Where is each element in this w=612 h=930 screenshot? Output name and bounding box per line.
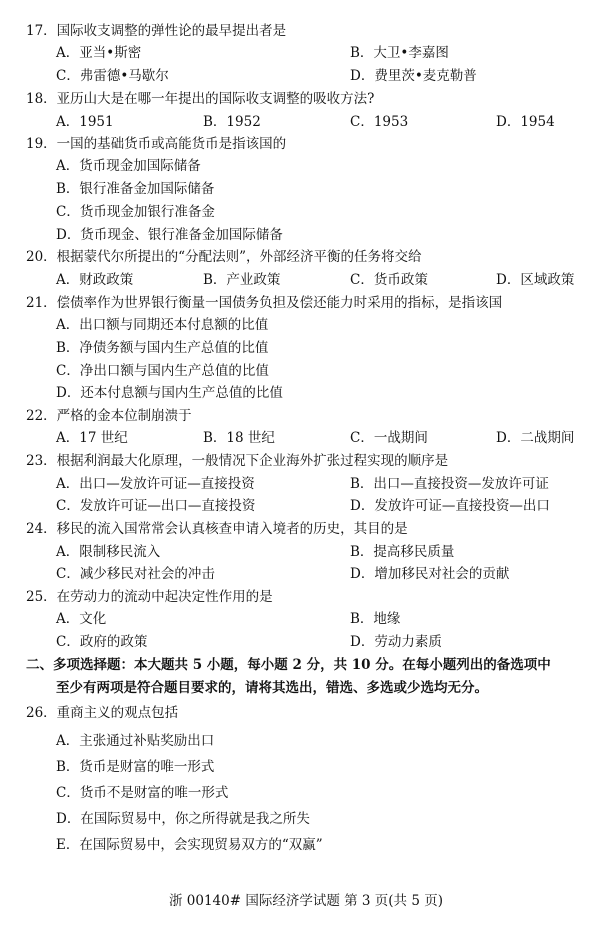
options-row: [0, 314, 612, 336]
option-d: D．区域政策: [496, 272, 575, 288]
section-heading: [0, 654, 612, 676]
option-d: D．还本付息额与国内生产总值的比值: [56, 385, 283, 401]
options-row: [0, 563, 612, 585]
question-21: [0, 292, 612, 314]
options-row: [0, 178, 612, 200]
options-row: [0, 201, 612, 223]
section-heading-line-2: 至少有两项是符合题目要求的，请将其选出，错选、多选或少选均无分。: [56, 680, 488, 696]
option-b: B．货币是财富的唯一形式: [56, 759, 215, 775]
question-stem: 24．移民的流入国常常会认真核查申请入境者的历史，其目的是: [26, 521, 408, 537]
option-d: D．发放许可证—直接投资—出口: [350, 498, 550, 514]
options-row: [0, 65, 612, 87]
question-23: [0, 450, 612, 472]
option-d: D．二战期间: [496, 430, 575, 446]
options-row: [0, 269, 612, 291]
options-row: [0, 495, 612, 517]
options-row: [0, 427, 612, 449]
option-a: A．财政政策: [56, 272, 134, 288]
question-17: [0, 20, 612, 42]
option-b: B．产业政策: [203, 272, 281, 288]
option-c: C．1953: [350, 114, 409, 130]
option-c: C．货币不是财富的唯一形式: [56, 785, 229, 801]
options-row: [0, 730, 612, 752]
option-a: A．文化: [56, 611, 107, 627]
option-a: A．货币现金加国际储备: [56, 158, 201, 174]
options-row: [0, 111, 612, 133]
option-c: C．政府的政策: [56, 634, 148, 650]
section-heading: [0, 677, 612, 699]
question-stem: 22．严格的金本位制崩溃于: [26, 408, 192, 424]
option-d: D．货币现金、银行准备金加国际储备: [56, 227, 283, 243]
options-row: [0, 782, 612, 804]
options-row: [0, 631, 612, 653]
options-row: [0, 155, 612, 177]
question-stem: 26．重商主义的观点包括: [26, 705, 179, 721]
options-row: [0, 473, 612, 495]
option-c: C．货币政策: [350, 272, 428, 288]
option-b: B．大卫•李嘉图: [350, 45, 449, 61]
option-b: B．提高移民质量: [350, 544, 455, 560]
option-b: B．净债务额与国内生产总值的比值: [56, 340, 269, 356]
options-row: [0, 756, 612, 778]
option-d: D．费里茨•麦克勒普: [350, 68, 477, 84]
option-b: B．地缘: [350, 611, 401, 627]
option-d: D．增加移民对社会的贡献: [350, 566, 510, 582]
question-stem: 20．根据蒙代尔所提出的“分配法则”，外部经济平衡的任务将交给: [26, 249, 422, 265]
options-row: [0, 360, 612, 382]
question-stem: 18．亚历山大是在哪一年提出的国际收支调整的吸收方法?: [26, 91, 375, 107]
question-18: [0, 88, 612, 110]
options-row: [0, 608, 612, 630]
option-c: C．货币现金加银行准备金: [56, 204, 215, 220]
options-row: [0, 224, 612, 246]
options-row: [0, 382, 612, 404]
option-a: A．主张通过补贴奖励出口: [56, 733, 215, 749]
options-row: [0, 808, 612, 830]
question-20: [0, 246, 612, 268]
option-a: A．1951: [56, 114, 114, 130]
option-a: A．亚当•斯密: [56, 45, 142, 61]
question-stem: 25．在劳动力的流动中起决定性作用的是: [26, 589, 273, 605]
option-c: C．一战期间: [350, 430, 428, 446]
question-stem: 21．偿债率作为世界银行衡量一国债务负担及偿还能力时采用的指标，是指该国: [26, 295, 503, 311]
option-c: C．减少移民对社会的冲击: [56, 566, 215, 582]
option-c: C．弗雷德•马歇尔: [56, 68, 169, 84]
option-a: A．出口额与同期还本付息额的比值: [56, 317, 269, 333]
question-19: [0, 133, 612, 155]
question-26: [0, 702, 612, 724]
question-stem: 23．根据利润最大化原理，一般情况下企业海外扩张过程实现的顺序是: [26, 453, 449, 469]
question-stem: 17．国际收支调整的弹性论的最早提出者是: [26, 23, 287, 39]
option-b: B．银行准备金加国际储备: [56, 181, 215, 197]
options-row: [0, 541, 612, 563]
question-stem: 19．一国的基础货币或高能货币是指该国的: [26, 136, 287, 152]
question-24: [0, 518, 612, 540]
option-b: B．出口—直接投资—发放许可证: [350, 476, 549, 492]
option-d: D．1954: [496, 114, 555, 130]
option-c: C．净出口额与国内生产总值的比值: [56, 363, 269, 379]
page-footer: 浙 00140# 国际经济学试题 第 3 页(共 5 页): [168, 893, 443, 909]
option-e: E．在国际贸易中，会实现贸易双方的“双赢”: [56, 837, 323, 853]
section-heading-line-1: 二、多项选择题：本大题共 5 小题，每小题 2 分，共 10 分。在每小题列出的备选项中: [26, 657, 551, 673]
option-a: A．出口—发放许可证—直接投资: [56, 476, 255, 492]
options-row: [0, 834, 612, 856]
option-b: B．18 世纪: [203, 430, 275, 446]
option-a: A．17 世纪: [56, 430, 128, 446]
option-d: D．劳动力素质: [350, 634, 442, 650]
option-a: A．限制移民流入: [56, 544, 161, 560]
option-c: C．发放许可证—出口—直接投资: [56, 498, 256, 514]
options-row: [0, 337, 612, 359]
question-22: [0, 405, 612, 427]
option-d: D．在国际贸易中，你之所得就是我之所失: [56, 811, 310, 827]
options-row: [0, 42, 612, 64]
question-25: [0, 586, 612, 608]
option-b: B．1952: [203, 114, 261, 130]
